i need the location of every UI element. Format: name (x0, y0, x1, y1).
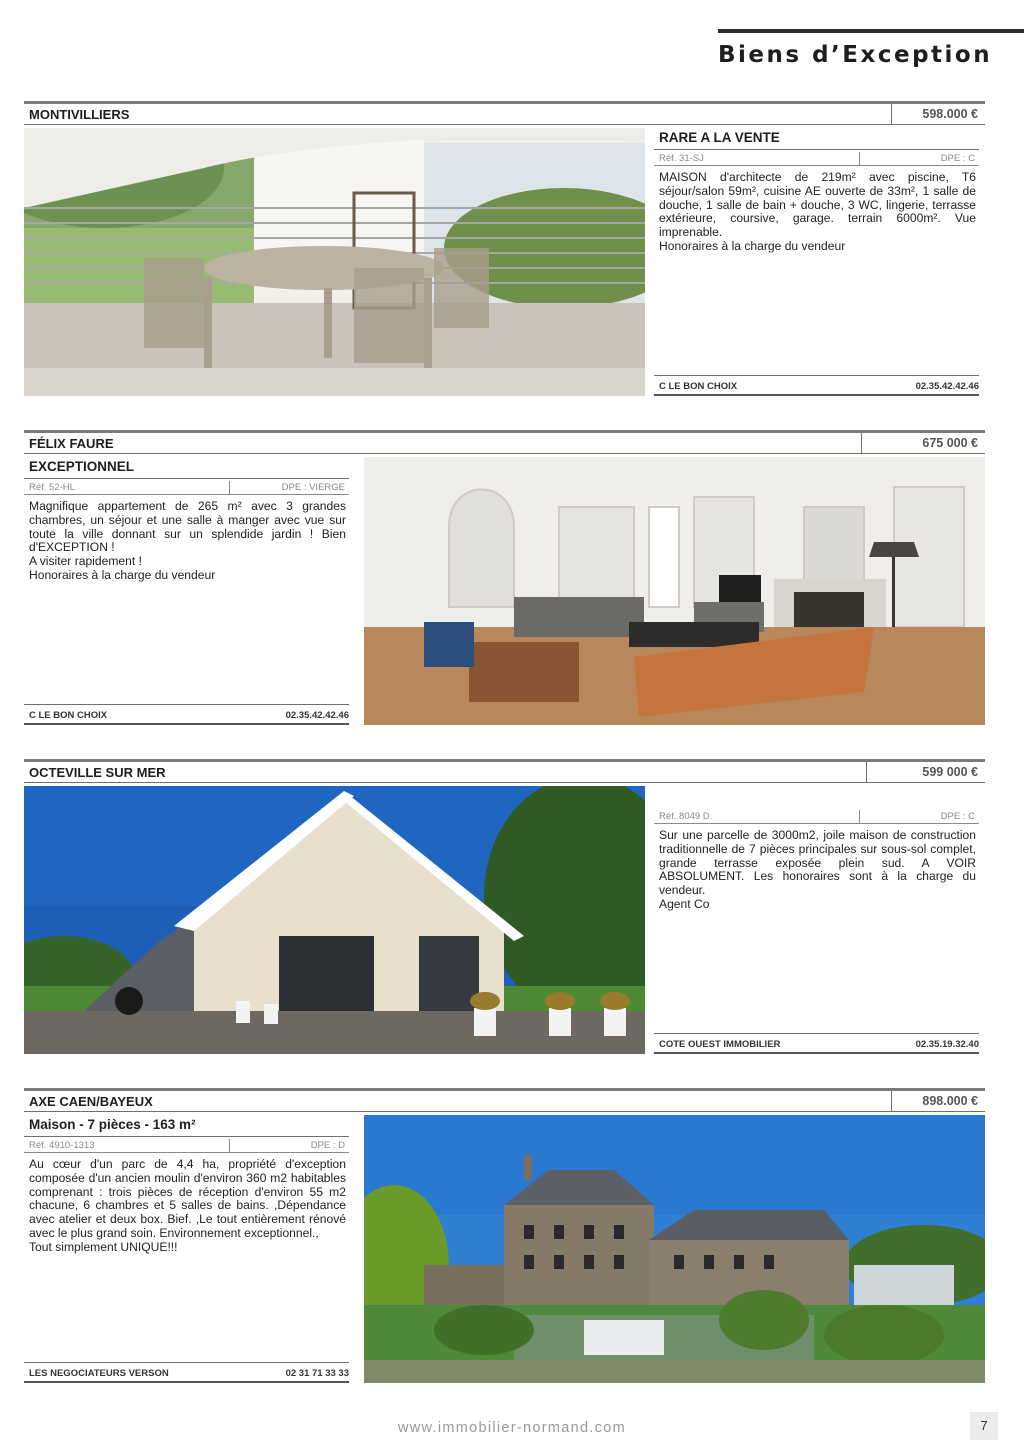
listing-description: MAISON d'architecte de 219m² avec piscine, T6 séjour/salon 59m², cuisine AE ouverte de 33m², 1 salle de douche, 1 salle de bain + douche, 3 WC, lingerie, terrasse extérieure, coursive, garage. terrain 6000m². Vue imprenable. Honoraires à la charge du vendeur (659, 170, 976, 253)
listing-felix-faure (24, 430, 985, 727)
listing-location: MONTIVILLIERS (24, 104, 892, 125)
listing-photo-salon (364, 457, 985, 725)
listing-photo-mill (364, 1115, 985, 1383)
ref-separator (859, 152, 860, 165)
agency-name: LES NEGOCIATEURS VERSON (29, 1368, 169, 1379)
listing-details (654, 128, 979, 398)
footer-website: www.immobilier-normand.com (398, 1420, 626, 1436)
listing-ref: Réf. 31-SJ (659, 153, 704, 164)
listing-ref-row (24, 1138, 349, 1153)
listing-price: 599 000 € (867, 762, 985, 783)
listing-axe-caen-bayeux (24, 1088, 985, 1385)
listing-dpe: DPE : C (940, 811, 975, 822)
listing-ref: Réf. 8049 D. (659, 811, 713, 822)
agency-phone: 02.35.42.42.46 (285, 710, 349, 721)
agency-phone: 02.35.42.42.46 (915, 381, 979, 392)
listing-octeville-sur-mer (24, 759, 985, 1056)
agency-phone: 02.35.19.32.40 (915, 1039, 979, 1050)
listing-photo-house (24, 786, 645, 1054)
ref-separator (229, 1139, 230, 1152)
listing-photo-terrace (24, 128, 645, 396)
agency-phone: 02 31 71 33 33 (285, 1368, 349, 1379)
listing-location: AXE CAEN/BAYEUX (24, 1091, 892, 1112)
listing-agency-row (24, 704, 349, 725)
listing-agency-row (24, 1362, 349, 1383)
listing-agency-row (654, 1033, 979, 1054)
listing-description: Sur une parcelle de 3000m2, joile maison de construction traditionnelle de 7 pièces principales sur sous-sol complet, grande terrasse exposée plein sud. A VOIR ABSOLUMENT. Les honoraires sont à la charge du vendeur. Agent Co (659, 828, 976, 911)
listing-location: FÉLIX FAURE (24, 433, 862, 454)
listing-details (654, 786, 979, 1056)
listing-price: 898.000 € (892, 1091, 985, 1112)
listing-dpe: DPE : D (310, 1140, 345, 1151)
page-number: 7 (970, 1412, 998, 1440)
listing-price: 675 000 € (862, 433, 985, 454)
listing-ref: Réf. 4910-1313 (29, 1140, 95, 1151)
listing-price: 598.000 € (892, 104, 985, 125)
listing-subtitle: RARE A LA VENTE (654, 130, 979, 150)
page-title: Biens d’Exception (718, 42, 993, 68)
listing-dpe: DPE : C (940, 153, 975, 164)
header-rule (718, 29, 1024, 33)
agency-name: COTE OUEST IMMOBILIER (659, 1039, 781, 1050)
listing-ref-row (24, 480, 349, 495)
listing-subtitle: Maison - 7 pièces - 163 m² (24, 1117, 349, 1137)
agency-name: C LE BON CHOIX (659, 381, 738, 392)
listing-location: OCTEVILLE SUR MER (24, 762, 867, 783)
listing-montivilliers (24, 101, 985, 398)
ref-separator (859, 810, 860, 823)
listing-description: Au cœur d'un parc de 4,4 ha, propriété d'exception composée d'un ancien moulin d'environ 360 m2 habitables comprenant : trois pièces de réception d'environ 55 m2 chacune, 6 chambres et 5 salles de bains. ,Dépendance avec atelier et deux box. Bief. ,Le tout entièrement rénové avec le plus grand soin. Environnement exceptionnel., Tout simplement UNIQUE!!! (29, 1157, 346, 1254)
agency-name: C LE BON CHOIX (29, 710, 108, 721)
listing-ref-row (654, 809, 979, 824)
listing-description: Magnifique appartement de 265 m² avec 3 grandes chambres, un séjour et une salle à manger avec vue sur toute la ville donnant sur un splendide jardin ! Bien d'EXCEPTION ! A visiter rapidement ! Honoraires à la charge du vendeur (29, 499, 346, 582)
listing-ref-row (654, 151, 979, 166)
listing-agency-row (654, 375, 979, 396)
listing-dpe: DPE : VIERGE (281, 482, 345, 493)
listing-subtitle: EXCEPTIONNEL (24, 459, 349, 479)
listing-ref: Réf. 52-HL (29, 482, 75, 493)
listing-details (24, 457, 349, 727)
listing-details (24, 1115, 349, 1385)
ref-separator (229, 481, 230, 494)
